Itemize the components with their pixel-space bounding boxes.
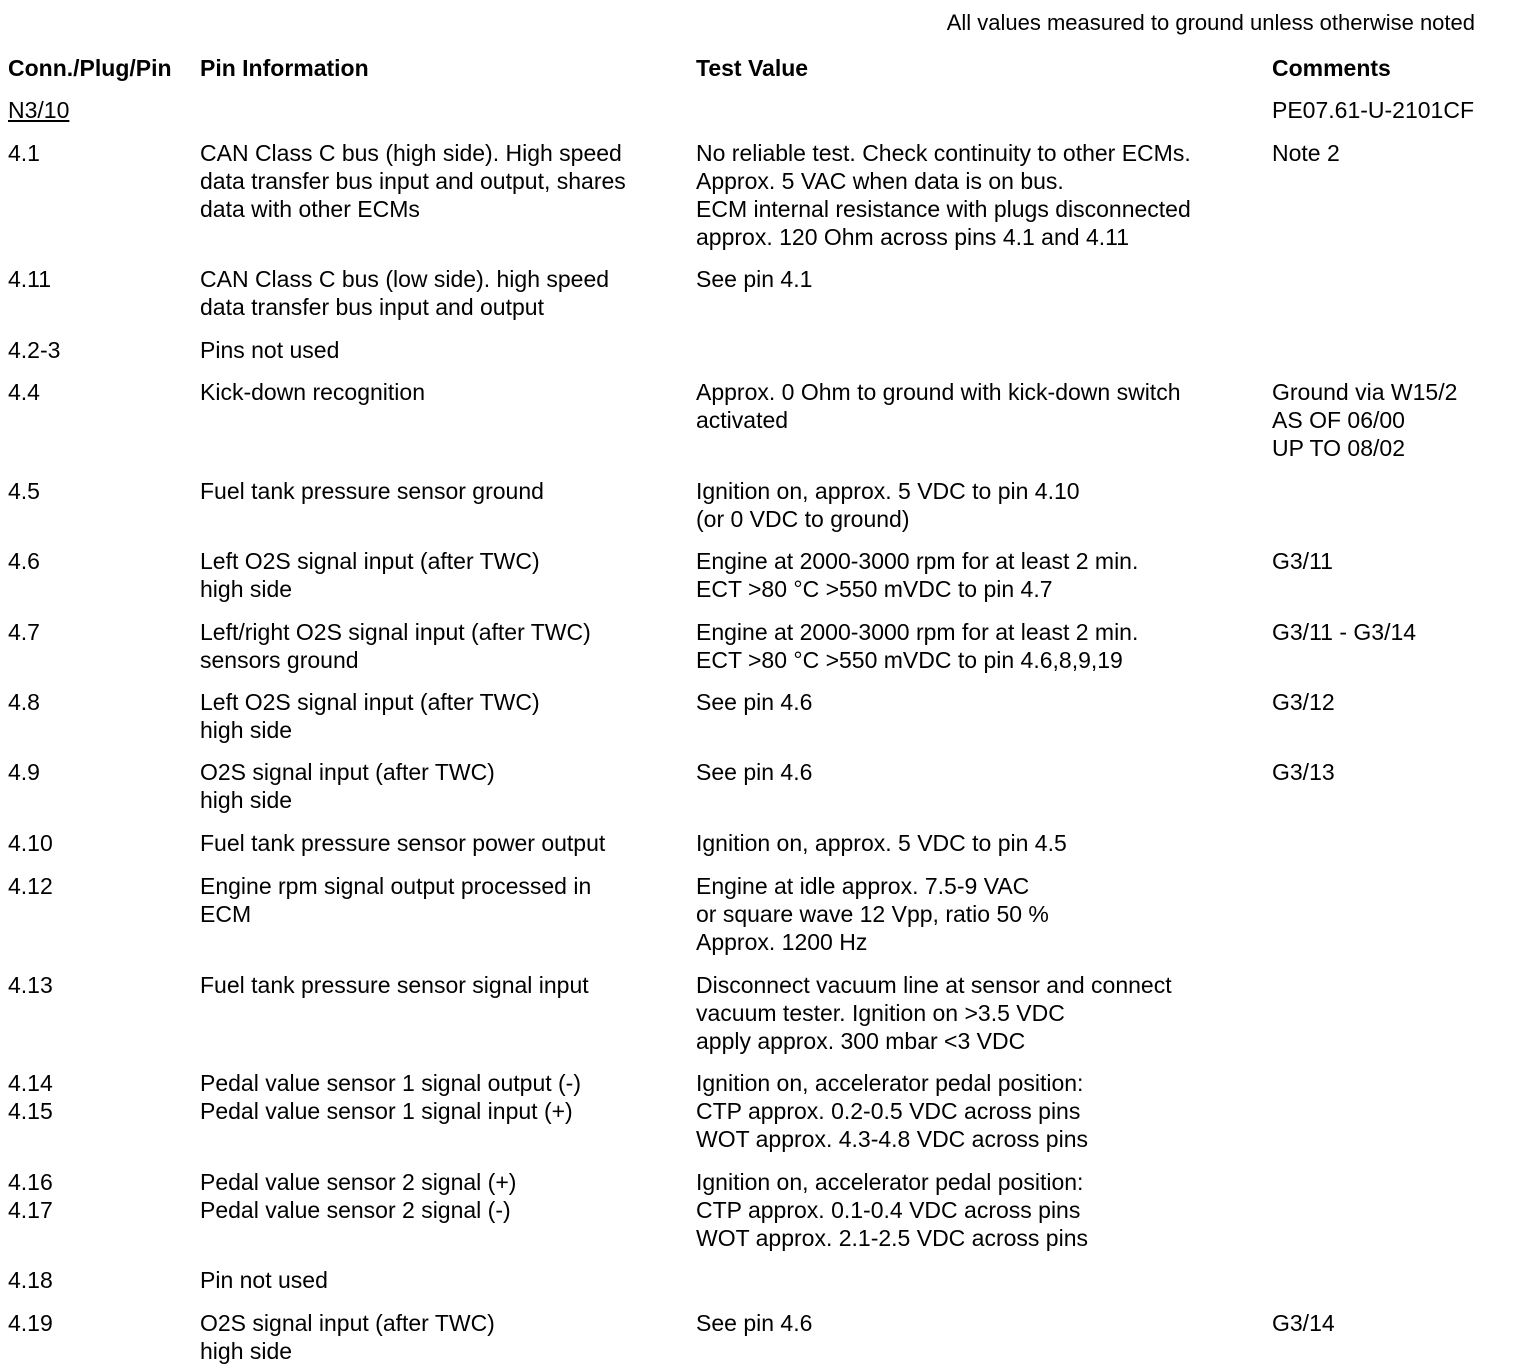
test-value: Engine at idle approx. 7.5-9 VAC or square wave 12 Vpp, ratio 50 % Approx. 1200 Hz bbox=[696, 873, 1049, 955]
pin-information: Left O2S signal input (after TWC) high side bbox=[200, 548, 540, 602]
test-value: Ignition on, approx. 5 VDC to pin 4.5 bbox=[696, 830, 1067, 856]
comment: G3/11 - G3/14 bbox=[1272, 619, 1417, 645]
pin-number: 4.18 bbox=[8, 1267, 53, 1293]
pin-information: Kick-down recognition bbox=[200, 379, 426, 405]
pin-number: 4.14 4.15 bbox=[8, 1070, 53, 1124]
pin-number: 4.13 bbox=[8, 972, 53, 998]
connector-reference: PE07.61-U-2101CF bbox=[1272, 97, 1474, 123]
test-value: See pin 4.6 bbox=[696, 1310, 813, 1336]
table-row bbox=[0, 1309, 1520, 1364]
table-row bbox=[0, 378, 1520, 461]
pin-information: Pin not used bbox=[200, 1267, 328, 1293]
measurement-note: All values measured to ground unless otherwise noted bbox=[946, 10, 1475, 35]
pin-information: CAN Class C bus (low side). high speed data transfer bus input and output bbox=[200, 266, 610, 320]
pin-number: 4.10 bbox=[8, 830, 53, 856]
pin-number: 4.12 bbox=[8, 873, 53, 899]
pin-number: 4.7 bbox=[8, 619, 40, 645]
pin-number: 4.19 bbox=[8, 1310, 53, 1336]
test-value: See pin 4.1 bbox=[696, 266, 813, 292]
table-row bbox=[0, 265, 1520, 320]
test-value: Ignition on, approx. 5 VDC to pin 4.10 (or 0 VDC to ground) bbox=[696, 478, 1080, 532]
test-value: Engine at 2000-3000 rpm for at least 2 min. ECT >80 °C >550 mVDC to pin 4.6,8,9,19 bbox=[696, 619, 1139, 673]
test-value: Engine at 2000-3000 rpm for at least 2 min. ECT >80 °C >550 mVDC to pin 4.7 bbox=[696, 548, 1139, 602]
header-conn-plug-pin: Conn./Plug/Pin bbox=[8, 55, 172, 81]
test-value: See pin 4.6 bbox=[696, 689, 813, 715]
header-test-value: Test Value bbox=[696, 55, 809, 81]
pin-information: O2S signal input (after TWC) high side bbox=[200, 759, 495, 813]
table-row bbox=[0, 971, 1520, 1054]
table-row bbox=[0, 1266, 1520, 1294]
test-value: No reliable test. Check continuity to other ECMs. Approx. 5 VAC when data is on bus. ECM internal resistance with plugs disconnected approx. 120 Ohm across pins 4.1 and 4.11 bbox=[696, 140, 1191, 250]
pin-information: Pedal value sensor 2 signal (+) Pedal value sensor 2 signal (-) bbox=[200, 1169, 517, 1223]
header-pin-information: Pin Information bbox=[200, 55, 369, 81]
pin-number: 4.1 bbox=[8, 140, 40, 166]
comment: G3/11 bbox=[1272, 548, 1333, 574]
pin-number: 4.11 bbox=[8, 266, 52, 292]
table-row bbox=[0, 1168, 1520, 1251]
test-value: Disconnect vacuum line at sensor and connect vacuum tester. Ignition on >3.5 VDC apply approx. 300 mbar <3 VDC bbox=[696, 972, 1172, 1054]
pin-number: 4.9 bbox=[8, 759, 40, 785]
comment: Ground via W15/2 AS OF 06/00 UP TO 08/02 bbox=[1272, 379, 1458, 461]
pin-number: 4.8 bbox=[8, 689, 40, 715]
pin-information: Fuel tank pressure sensor signal input bbox=[200, 972, 589, 998]
table-row bbox=[0, 872, 1520, 955]
table-row bbox=[0, 1069, 1520, 1152]
table-row bbox=[0, 618, 1520, 673]
table-row bbox=[0, 547, 1520, 602]
table-row bbox=[0, 688, 1520, 743]
table-row bbox=[0, 336, 1520, 364]
pin-information: Fuel tank pressure sensor ground bbox=[200, 478, 544, 504]
comment: G3/13 bbox=[1272, 759, 1335, 785]
pin-information: Pins not used bbox=[200, 337, 340, 363]
test-value: See pin 4.6 bbox=[696, 759, 813, 785]
pin-information: Left/right O2S signal input (after TWC) sensors ground bbox=[200, 619, 591, 673]
pin-number: 4.16 4.17 bbox=[8, 1169, 53, 1223]
test-value: Ignition on, accelerator pedal position: CTP approx. 0.2-0.5 VDC across pins WOT approx. 4.3-4.8 VDC across pins bbox=[696, 1070, 1088, 1152]
table-row bbox=[0, 139, 1520, 250]
pin-number: 4.5 bbox=[8, 478, 40, 504]
pin-number: 4.4 bbox=[8, 379, 40, 405]
test-value: Ignition on, accelerator pedal position: CTP approx. 0.1-0.4 VDC across pins WOT approx. 2.1-2.5 VDC across pins bbox=[696, 1169, 1088, 1251]
pin-number: 4.6 bbox=[8, 548, 40, 574]
table-row bbox=[0, 758, 1520, 813]
connector-name: N3/10 bbox=[8, 97, 70, 123]
test-value: Approx. 0 Ohm to ground with kick-down switch activated bbox=[696, 379, 1181, 433]
comment: G3/12 bbox=[1272, 689, 1335, 715]
table-row bbox=[0, 829, 1520, 857]
comment: Note 2 bbox=[1272, 140, 1340, 166]
table-row bbox=[0, 477, 1520, 532]
pin-information: Engine rpm signal output processed in ECM bbox=[200, 873, 592, 927]
pin-information: Fuel tank pressure sensor power output bbox=[200, 830, 606, 856]
pin-number: 4.2-3 bbox=[8, 337, 61, 363]
pin-information: O2S signal input (after TWC) high side bbox=[200, 1310, 495, 1364]
pin-information: CAN Class C bus (high side). High speed data transfer bus input and output, shares data with other ECMs bbox=[200, 140, 626, 222]
pin-information: Pedal value sensor 1 signal output (-) Pedal value sensor 1 signal input (+) bbox=[200, 1070, 581, 1124]
comment: G3/14 bbox=[1272, 1310, 1335, 1336]
header-comments: Comments bbox=[1272, 55, 1391, 81]
connector-row bbox=[0, 96, 1520, 124]
pin-information: Left O2S signal input (after TWC) high side bbox=[200, 689, 540, 743]
